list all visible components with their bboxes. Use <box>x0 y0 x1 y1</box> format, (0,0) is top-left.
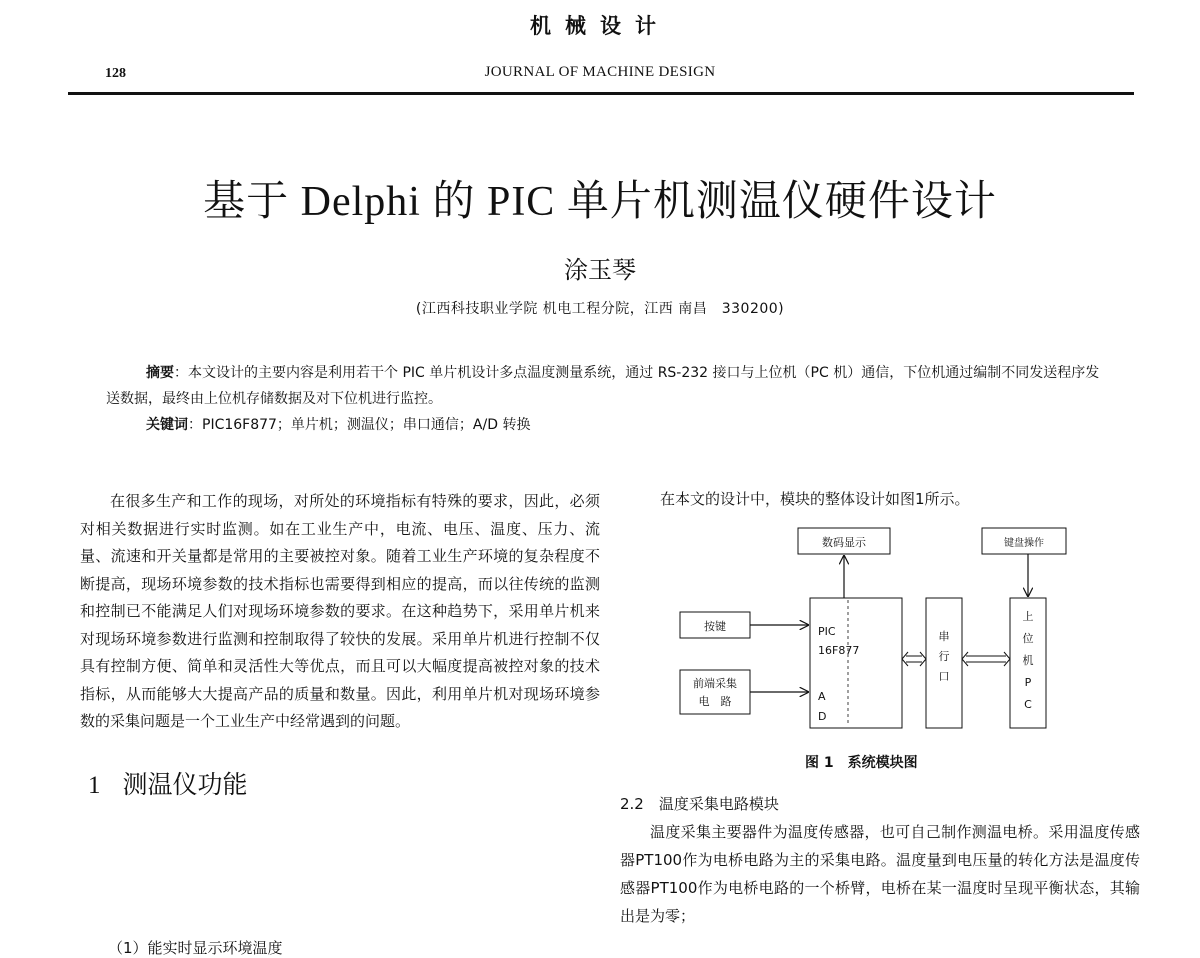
serial-char-1: 串 <box>938 630 950 643</box>
journal-title-cn: 机械设计 <box>530 13 670 38</box>
pc-char-5: C <box>1024 698 1032 711</box>
function-list-item: （1）能实时显示环境温度 <box>108 939 283 957</box>
figure-caption: 图 1 系统模块图 <box>805 755 918 771</box>
subsection-heading: 2.2 温度采集电路模块 <box>620 795 779 813</box>
section-number: 1 <box>88 772 101 799</box>
mcu-box <box>810 598 902 728</box>
keywords-label: 关键词 <box>146 417 188 433</box>
acquisition-paragraph: 温度采集主要器件为温度传感器，也可自己制作测温电桥。采用温度传感器PT100作为电桥电路为主的采集电路。温度量到电压量的转化方法是温度传感器PT100作为电桥电路的一个桥臂，电桥在某一温度时呈现平衡状态，其输出是为零； <box>620 823 1140 925</box>
abstract-label: 摘要 <box>146 365 174 381</box>
pc-char-1: 上 <box>1022 610 1034 623</box>
section-title: 测温仪功能 <box>122 770 248 799</box>
pc-char-2: 位 <box>1022 632 1034 645</box>
abstract-paragraph <box>106 360 1106 412</box>
mcu-label-1: PIC <box>818 625 836 638</box>
serial-port-box <box>926 598 962 728</box>
mcu-label-2: 16F877 <box>818 644 860 657</box>
journal-title-en: JOURNAL OF MACHINE DESIGN <box>484 64 716 80</box>
intro-paragraph: 在很多生产和工作的现场，对所处的环境指标有特殊的要求，因此，必须对相关数据进行实时监测。如在工业生产中，电流、电压、温度、压力、流量、流速和开关量都是常用的主要被控对象。随着工业生产环境的复杂程度不断提高，现场环境参数的技术指标也需要得到相应的提高，而以往传统的监测和控制已不能满足人们对现场环境参数的要求。在这种趋势下，采用单片机来对现场环境参数进行监测和控制取得了较快的发展。采用单片机进行控制不仅具有控制方便、简单和灵活性大等优点，而且可以大幅度提高被控对象的技术指标，从而能够大大提高产品的质量和数量。因此，利用单片机对现场环境参数的采集问题是一个工业生产中经常遇到的问题。 <box>80 492 600 730</box>
author-name: 涂玉琴 <box>564 256 636 284</box>
mcu-ad-d: D <box>818 710 827 723</box>
section-heading-1 <box>88 765 248 801</box>
header-rule <box>68 92 1134 95</box>
abstract-block <box>106 360 1106 438</box>
keywords-text: ：PIC16F877；单片机；测温仪；串口通信；A/D 转换 <box>188 417 531 433</box>
paper-title: 基于 Delphi 的 PIC 单片机测温仪硬件设计 <box>203 179 997 225</box>
keywords-line <box>106 412 1106 438</box>
serial-char-2: 行 <box>938 650 950 663</box>
left-column-text <box>80 488 600 736</box>
author-affiliation: (江西科技职业学院 机电工程分院，江西 南昌 330200) <box>415 301 785 317</box>
display-box-label: 数码显示 <box>822 536 866 549</box>
pc-char-3: 机 <box>1022 654 1034 667</box>
keyboard-op-label: 键盘操作 <box>1004 538 1044 549</box>
system-block-diagram <box>670 520 1090 745</box>
right-column-body <box>620 818 1140 930</box>
pc-char-4: P <box>1024 676 1032 689</box>
figure-intro-text: 在本文的设计中，模块的整体设计如图1所示。 <box>660 490 970 508</box>
abstract-text: ：本文设计的主要内容是利用若干个 PIC 单片机设计多点温度测量系统，通过 RS-232 接口与上位机（PC 机）通信，下位机通过编制不同发送程序发送数据，最终由上位机存储数据及对下位机进行监控。 <box>106 365 1100 407</box>
page-number: 128 <box>105 66 126 81</box>
acquisition-label-2: 电 路 <box>698 695 732 708</box>
serial-char-3: 口 <box>938 670 950 683</box>
arrow-mcu-serial <box>902 652 926 666</box>
mcu-ad-a: A <box>818 690 826 703</box>
arrow-serial-pc <box>962 652 1010 666</box>
acquisition-label-1: 前端采集 <box>693 677 737 690</box>
key-box-label: 按键 <box>704 620 726 633</box>
